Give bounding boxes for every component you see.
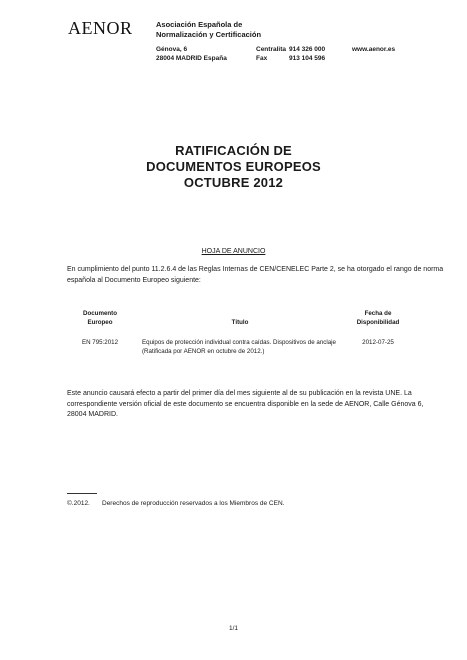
title-line2: DOCUMENTOS EUROPEOS [146, 159, 321, 174]
footnote-mark: ©.2012. [67, 500, 90, 507]
row-document: EN 795:2012 [81, 339, 119, 346]
website-link[interactable]: www.aenor.es [352, 46, 396, 53]
address-line2: 28004 MADRID España [156, 55, 227, 62]
col-header-document-line1: Documento [82, 310, 118, 317]
phone-label: Centralita [256, 46, 286, 53]
aenor-logo: AENOR [68, 18, 133, 38]
fax-label: Fax [256, 55, 268, 62]
row-title-line1: Equipos de protección individual contra caídas. Dispositivos de anclaje [142, 339, 336, 346]
fax-value: 913 104 596 [289, 55, 326, 62]
contact-values [289, 45, 325, 63]
intro-line2: española al Documento Europeo siguiente: [67, 276, 201, 284]
row-title-line2: (Ratificada por AENOR en octubre de 2012.) [142, 348, 265, 355]
intro-paragraph [67, 265, 444, 286]
document-title [0, 143, 467, 191]
notice-line1: Este anuncio causará efecto a partir del primer día del mes siguiente al de su publicación en la revista UNE. La [67, 390, 412, 397]
announcement-heading [0, 248, 467, 255]
col-header-title: Título [231, 319, 249, 326]
title-line1: RATIFICACIÓN DE [175, 143, 292, 158]
org-name-line1: Asociación Española de [156, 20, 243, 29]
address-line1: Génova, 6 [156, 46, 188, 53]
col-header-document-line2: Europeo [87, 319, 113, 326]
address-block [156, 45, 227, 63]
col-header-document [70, 309, 130, 327]
col-header-date-line2: Disponibilidad [356, 319, 400, 326]
footnote-divider [67, 493, 97, 494]
notice-line2: correspondiente versión oficial de este documento se encuentra disponible en la sede de AENOR, Calle Génova 6, [67, 400, 424, 408]
phone-value: 914 326 000 [289, 46, 326, 53]
notice-paragraph [67, 389, 424, 421]
row-title [142, 338, 342, 356]
notice-line3: 28004 MADRID. [67, 411, 118, 418]
org-name-line2: Normalización y Certificación [156, 29, 262, 39]
row-date: 2012-07-25 [362, 339, 394, 346]
announcement-heading-text: HOJA DE ANUNCIO [201, 248, 266, 255]
intro-line1: En cumplimiento del punto 11.2.6.4 de las Reglas Internas de CEN/CENELEC Parte 2, se ha otorgado el rango de norma [67, 266, 444, 273]
col-header-date-line1: Fecha de [364, 310, 392, 317]
footnote-text: Derechos de reproducción reservados a los Miembros de CEN. [102, 500, 285, 507]
organization-name [156, 20, 261, 39]
page-number: 1/1 [228, 625, 239, 632]
contact-labels [256, 45, 286, 63]
col-header-date [342, 309, 414, 327]
title-line3: OCTUBRE 2012 [183, 175, 284, 190]
